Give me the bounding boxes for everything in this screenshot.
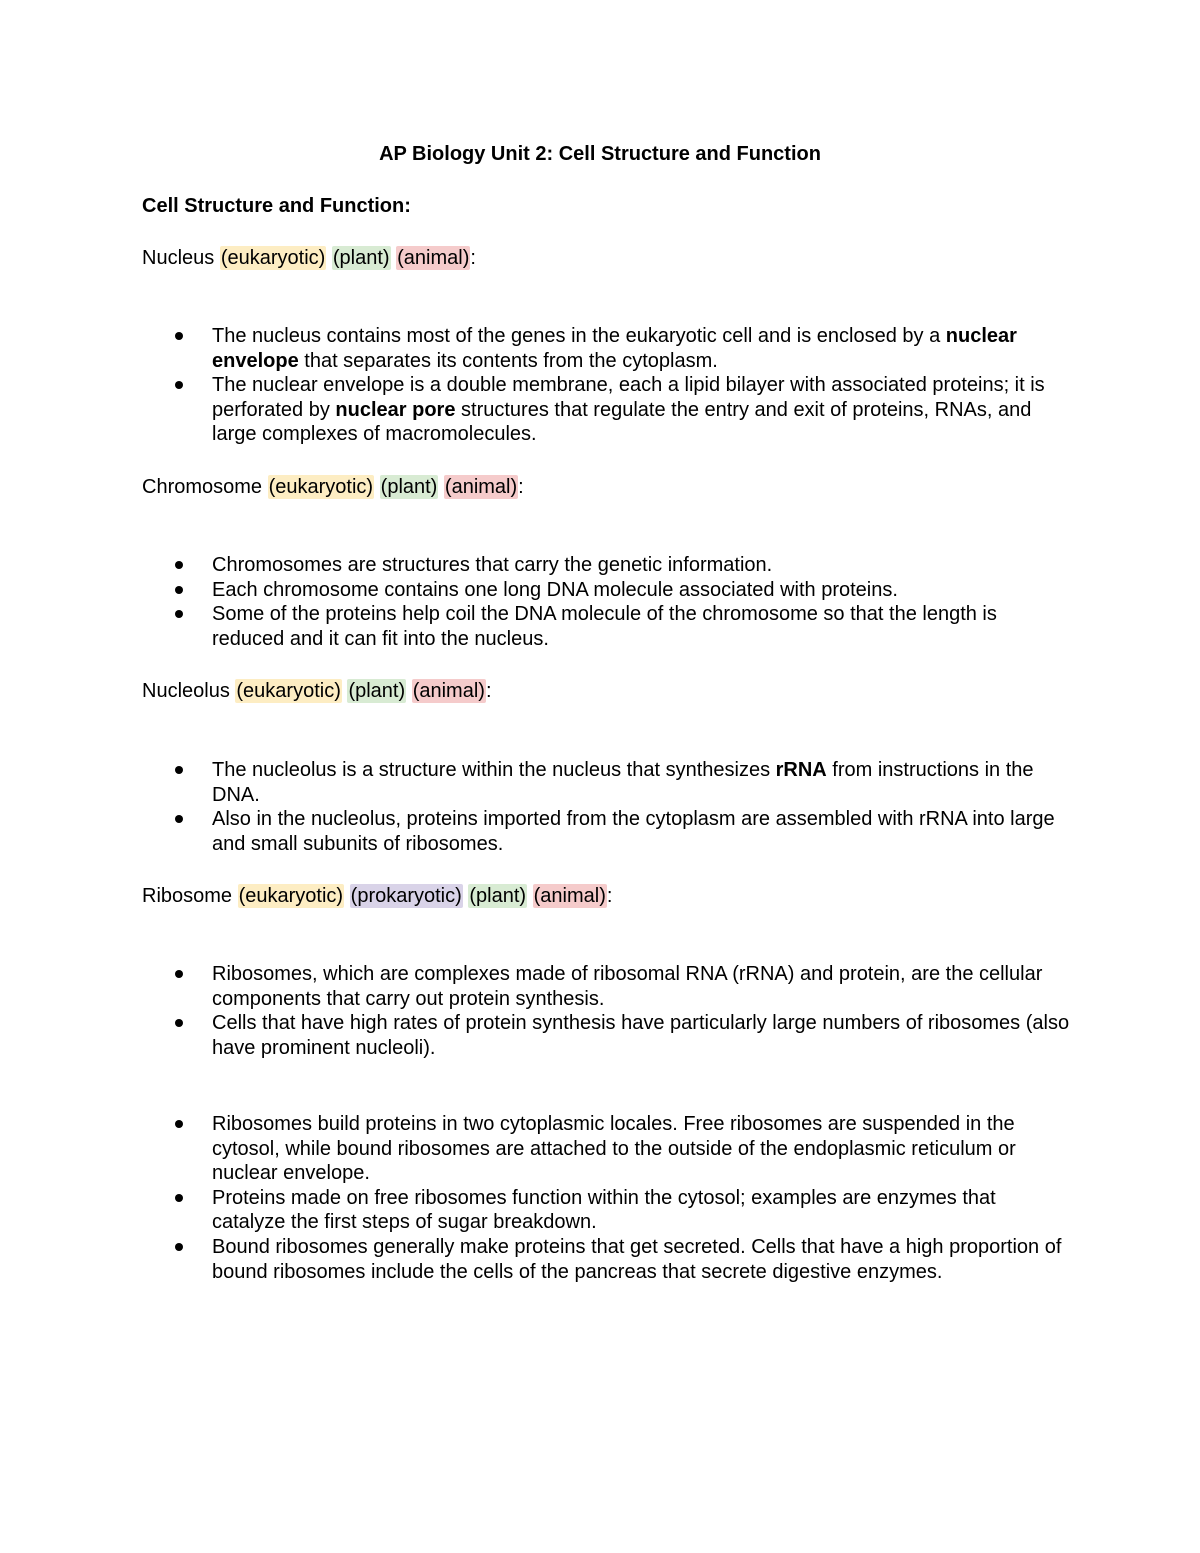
list-item: Each chromosome contains one long DNA molecule associated with proteins. bbox=[212, 578, 1072, 603]
bullet-icon bbox=[175, 610, 183, 618]
bullet-list-ribosome-locales bbox=[212, 1112, 1072, 1284]
tag-plant: (plant) bbox=[380, 476, 438, 498]
bullet-icon bbox=[175, 332, 183, 340]
list-item: The nucleolus is a structure within the nucleus that synthesizes rRNA from instructions in the DNA. bbox=[212, 758, 1072, 807]
bullet-icon bbox=[175, 766, 183, 774]
heading-nucleus: Nucleus (eukaryotic) (plant) (animal): bbox=[142, 247, 476, 269]
tag-plant: (plant) bbox=[348, 680, 406, 702]
list-item: Ribosomes, which are complexes made of ribosomal RNA (rRNA) and protein, are the cellular components that carry out protein synthesis. bbox=[212, 962, 1072, 1011]
tag-plant: (plant) bbox=[469, 885, 527, 907]
tag-eukaryotic: (eukaryotic) bbox=[220, 247, 326, 269]
bullet-icon bbox=[175, 381, 183, 389]
bullet-list-nucleolus bbox=[212, 758, 1072, 856]
heading-label: Nucleolus bbox=[142, 680, 230, 702]
bullet-list-nucleus bbox=[212, 324, 1072, 447]
list-item: Bound ribosomes generally make proteins that get secreted. Cells that have a high proportion of bound ribosomes include the cells of the pancreas that secrete digestive enzymes. bbox=[212, 1235, 1072, 1284]
list-item: The nucleus contains most of the genes in the eukaryotic cell and is enclosed by a nuclear envelope that separates its contents from the cytoplasm. bbox=[212, 324, 1072, 373]
tag-animal: (animal) bbox=[533, 885, 606, 907]
section-subtitle: Cell Structure and Function: bbox=[142, 195, 411, 217]
list-item: Cells that have high rates of protein synthesis have particularly large numbers of ribosomes (also have prominent nucleoli). bbox=[212, 1011, 1072, 1060]
bullet-icon bbox=[175, 561, 183, 569]
bullet-list-ribosome bbox=[212, 962, 1072, 1060]
list-item: Proteins made on free ribosomes function within the cytosol; examples are enzymes that catalyze the first steps of sugar breakdown. bbox=[212, 1186, 1072, 1235]
heading-label: Nucleus bbox=[142, 247, 215, 269]
tag-animal: (animal) bbox=[444, 476, 518, 498]
bullet-icon bbox=[175, 815, 183, 823]
bullet-icon bbox=[175, 970, 183, 978]
bullet-icon bbox=[175, 1120, 183, 1128]
tag-eukaryotic: (eukaryotic) bbox=[238, 885, 344, 907]
bullet-icon bbox=[175, 1243, 183, 1251]
page-title: AP Biology Unit 2: Cell Structure and Function bbox=[379, 143, 821, 165]
list-item: Ribosomes build proteins in two cytoplasmic locales. Free ribosomes are suspended in the cytosol, while bound ribosomes are attached to the outside of the endoplasmic reticulum or nuclear envelope. bbox=[212, 1112, 1072, 1186]
tag-animal: (animal) bbox=[397, 247, 470, 269]
heading-label: Ribosome bbox=[142, 885, 233, 907]
bullet-icon bbox=[175, 1019, 183, 1027]
tag-animal: (animal) bbox=[412, 680, 485, 702]
list-item: Chromosomes are structures that carry the genetic information. bbox=[212, 553, 1072, 578]
tag-eukaryotic: (eukaryotic) bbox=[236, 680, 341, 702]
list-item: The nuclear envelope is a double membrane, each a lipid bilayer with associated proteins; it is perforated by nuclear pore structures that regulate the entry and exit of proteins, RNAs, and large complexes of macromolecules. bbox=[212, 373, 1072, 447]
tag-prokaryotic: (prokaryotic) bbox=[350, 885, 462, 907]
bullet-list-chromosome bbox=[212, 553, 1072, 651]
list-item: Some of the proteins help coil the DNA molecule of the chromosome so that the length is reduced and it can fit into the nucleus. bbox=[212, 602, 1072, 651]
heading-nucleolus: Nucleolus (eukaryotic) (plant) (animal): bbox=[142, 680, 492, 702]
heading-chromosome: Chromosome (eukaryotic) (plant) (animal): bbox=[142, 476, 524, 498]
bullet-icon bbox=[175, 1194, 183, 1202]
bullet-icon bbox=[175, 586, 183, 594]
tag-plant: (plant) bbox=[332, 247, 390, 269]
heading-label: Chromosome bbox=[142, 476, 263, 498]
tag-eukaryotic: (eukaryotic) bbox=[268, 476, 374, 498]
list-item: Also in the nucleolus, proteins imported from the cytoplasm are assembled with rRNA into large and small subunits of ribosomes. bbox=[212, 807, 1072, 856]
heading-ribosome: Ribosome (eukaryotic) (prokaryotic) (plant) (animal): bbox=[142, 885, 613, 907]
